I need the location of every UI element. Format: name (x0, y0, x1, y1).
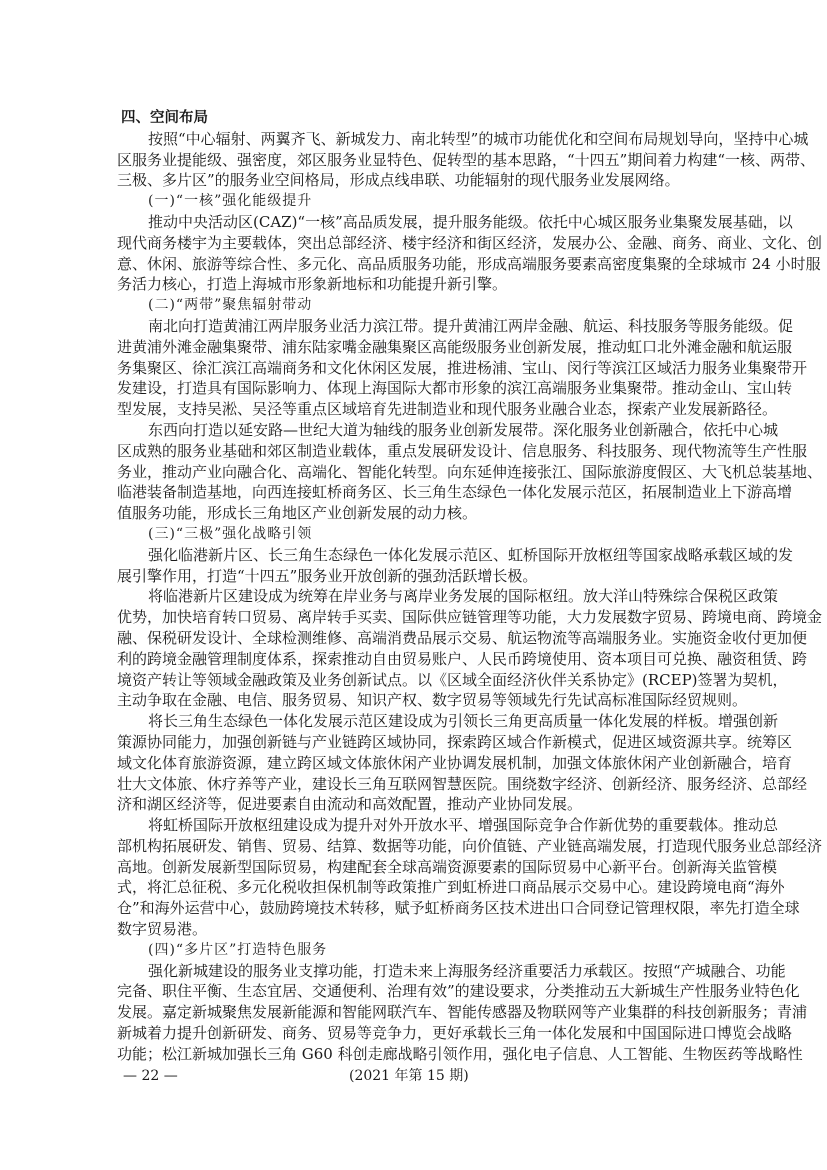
paragraph (117, 212, 823, 295)
subsection-heading (117, 524, 717, 545)
text-line: 务集聚区、徐汇滨江高端商务和文化休闲区发展，推进杨浦、宝山、闵行等滨江区域活力服务业集聚带开 (117, 358, 808, 377)
paragraph (117, 961, 808, 1065)
text-line: 务业，推动产业向融合化、高端化、智能化转型。向东延伸连接张江、国际旅游度假区、大飞机总装基地、 (117, 462, 823, 481)
text-line: 展引擎作用，打造“十四五”服务业开放创新的强劲活跃增长极。 (117, 566, 538, 585)
section-heading (117, 108, 717, 129)
text-line: 境资产转让等领域金融政策及业务创新试点。以《区域全面经济伙伴关系协定》(RCEP)签署为契机， (117, 670, 788, 689)
paragraph (117, 586, 823, 711)
text-line: 发展。嘉定新城聚焦发展新能源和智能网联汽车、智能传感器及物联网等产业集群的科技创新服务；青浦 (117, 1003, 808, 1022)
text-line: 将长三角生态绿色一体化发展示范区建设成为引领长三角更高质量一体化发展的样板。增强创新 (148, 712, 779, 731)
text-line: 东西向打造以延安路—世纪大道为轴线的服务业创新发展带。深化服务业创新融合，依托中心城 (148, 420, 779, 439)
text-line: 策源协同能力，加强创新链与产业链跨区域协同，探索跨区域合作新模式，促进区域资源共享。统筹区 (117, 732, 793, 751)
text-line: 融、保税研发设计、全球检测维修、高端消费品展示交易、航运物流等高端服务业。实施资金收付更加便 (117, 628, 808, 647)
text-line: 推动中央活动区(CAZ)“一核”高品质发展，提升服务能级。依托中心城区服务业集聚发展基础，以 (148, 212, 793, 231)
text-line: 区成熟的服务业基础和郊区制造业载体，重点发展研发设计、信息服务、科技服务、现代物流等生产性服 (117, 441, 808, 460)
text-line: 三极、多片区”的服务业空间格局，形成点线串联、功能辐射的现代服务业发展网络。 (117, 171, 680, 190)
text-line: 济和湖区经济等，促进要素自由流动和高效配置，推动产业协同发展。 (117, 795, 583, 814)
text-line: (四)“多片区”打造特色服务 (148, 941, 328, 958)
page-number: — 22 — (123, 1068, 178, 1084)
text-line: 务活力核心，打造上海城市形象新地标和功能提升新引擎。 (117, 275, 508, 294)
text-line: 将临港新片区建设成为统筹在岸业务与离岸业务发展的国际枢纽。放大洋山特殊综合保税区政策 (148, 587, 779, 606)
text-line: 优势，加快培育转口贸易、离岸转手买卖、国际供应链管理等功能，大力发展数字贸易、跨境电商、跨境金 (117, 608, 823, 627)
text-line: 南北向打造黄浦江两岸服务业活力滨江带。提升黄浦江两岸金融、航运、科技服务等服务能级。促 (148, 316, 794, 335)
text-line: 部机构拓展研发、销售、贸易、结算、数据等功能，向价值链、产业链高端发展，打造现代服务业总部经济 (117, 836, 823, 855)
document-body (117, 108, 823, 1065)
text-line: (一)“一核”强化能级提升 (148, 193, 313, 210)
text-line: 数字贸易港。 (117, 920, 208, 939)
paragraph (117, 545, 794, 587)
paragraph (117, 129, 816, 191)
text-line: 进黄浦外滩金融集聚带、浦东陆家嘴金融集聚区高能级服务业创新发展，推动虹口北外滩金融和航运服 (117, 337, 793, 356)
paragraph (117, 420, 823, 524)
text-line: 现代商务楼宇为主要载体，突出总部经济、楼宇经济和街区经济，发展办公、金融、商务、商业、文化、创 (117, 233, 823, 252)
text-line: 按照“中心辐射、两翼齐飞、新城发力、南北转型”的城市功能优化和空间布局规划导向，坚持中心城 (148, 129, 809, 148)
text-line: 仓”和海外运营中心，鼓励跨境技术转移，赋予虹桥商务区技术进出口合同登记管理权限，率先打造全球 (117, 899, 800, 918)
paragraph (117, 316, 808, 420)
text-line: 主动争取在金融、电信、服务贸易、知识产权、数字贸易等领域先行先试高标准国际经贸规则。 (117, 691, 748, 710)
text-line: 意、休闲、旅游等综合性、多元化、高品质服务功能，形成高端服务要素高密度集聚的全球城市 24 小时服 (117, 254, 821, 273)
text-line: 型发展，支持吴淞、吴泾等重点区域培育先进制造业和现代服务业融合业态，探索产业发展新路径。 (117, 400, 778, 419)
text-line: 完备、职住平衡、生态宜居、交通便利、治理有效”的建设要求，分类推动五大新城生产性服务业特色化 (117, 982, 800, 1001)
subsection-heading (117, 191, 717, 212)
text-line: (三)“三极”强化战略引领 (148, 525, 313, 542)
text-line: 新城着力提升创新研发、商务、贸易等竞争力，更好承载长三角一体化发展和中国国际进口博览会战略 (117, 1024, 793, 1043)
issue-label: (2021 年第 15 期) (349, 1068, 469, 1084)
text-line: 四、空间布局 (121, 110, 208, 126)
subsection-heading (117, 940, 717, 961)
page-footer (117, 1066, 717, 1086)
text-line: 壮大文体旅、休疗养等产业，建设长三角互联网智慧医院。围绕数字经济、创新经济、服务经济、总部经 (117, 774, 808, 793)
text-line: 值服务功能，形成长三角地区产业创新发展的动力核。 (117, 504, 478, 523)
text-line: 式，将汇总征税、多元化税收担保机制等政策推广到虹桥进口商品展示交易中心。建设跨境电商“海外 (117, 878, 785, 897)
text-line: 将虹桥国际开放枢纽建设成为提升对外开放水平、增强国际竞争合作新优势的重要载体。推动总 (148, 816, 779, 835)
text-line: 高地。创新发展新型国际贸易，构建配套全球高端资源要素的国际贸易中心新平台。创新海关监管模 (117, 857, 778, 876)
text-line: 区服务业提能级、强密度，郊区服务业显特色、促转型的基本思路，“十四五”期间着力构建“一核、两带、 (117, 150, 816, 169)
text-line: 强化临港新片区、长三角生态绿色一体化发展示范区、虹桥国际开放枢纽等国家战略承载区域的发 (148, 545, 794, 564)
text-line: 发建设，打造具有国际影响力、体现上海国际大都市形象的滨江高端服务业集聚带。推动金山、宝山转 (117, 379, 793, 398)
text-line: 域文化体育旅游资源，建立跨区域文体旅休闲产业协调发展机制，加强文体旅休闲产业创新融合，培育 (117, 753, 793, 772)
text-line: 功能；松江新城加强长三角 G60 科创走廊战略引领作用，强化电子信息、人工智能、生物医药等战略性 (117, 1044, 803, 1063)
text-line: 利的跨境金融管理制度体系，探索推动自由贸易账户、人民币跨境使用、资本项目可兑换、融资租赁、跨 (117, 649, 808, 668)
paragraph (117, 815, 823, 940)
text-line: 强化新城建设的服务业支撑功能，打造未来上海服务经济重要活力承载区。按照“产城融合、功能 (148, 961, 786, 980)
paragraph (117, 711, 808, 815)
subsection-heading (117, 295, 717, 316)
text-line: (二)“两带”聚焦辐射带动 (148, 297, 313, 314)
text-line: 临港装备制造基地，向西连接虹桥商务区、长三角生态绿色一体化发展示范区，拓展制造业上下游高增 (117, 483, 793, 502)
